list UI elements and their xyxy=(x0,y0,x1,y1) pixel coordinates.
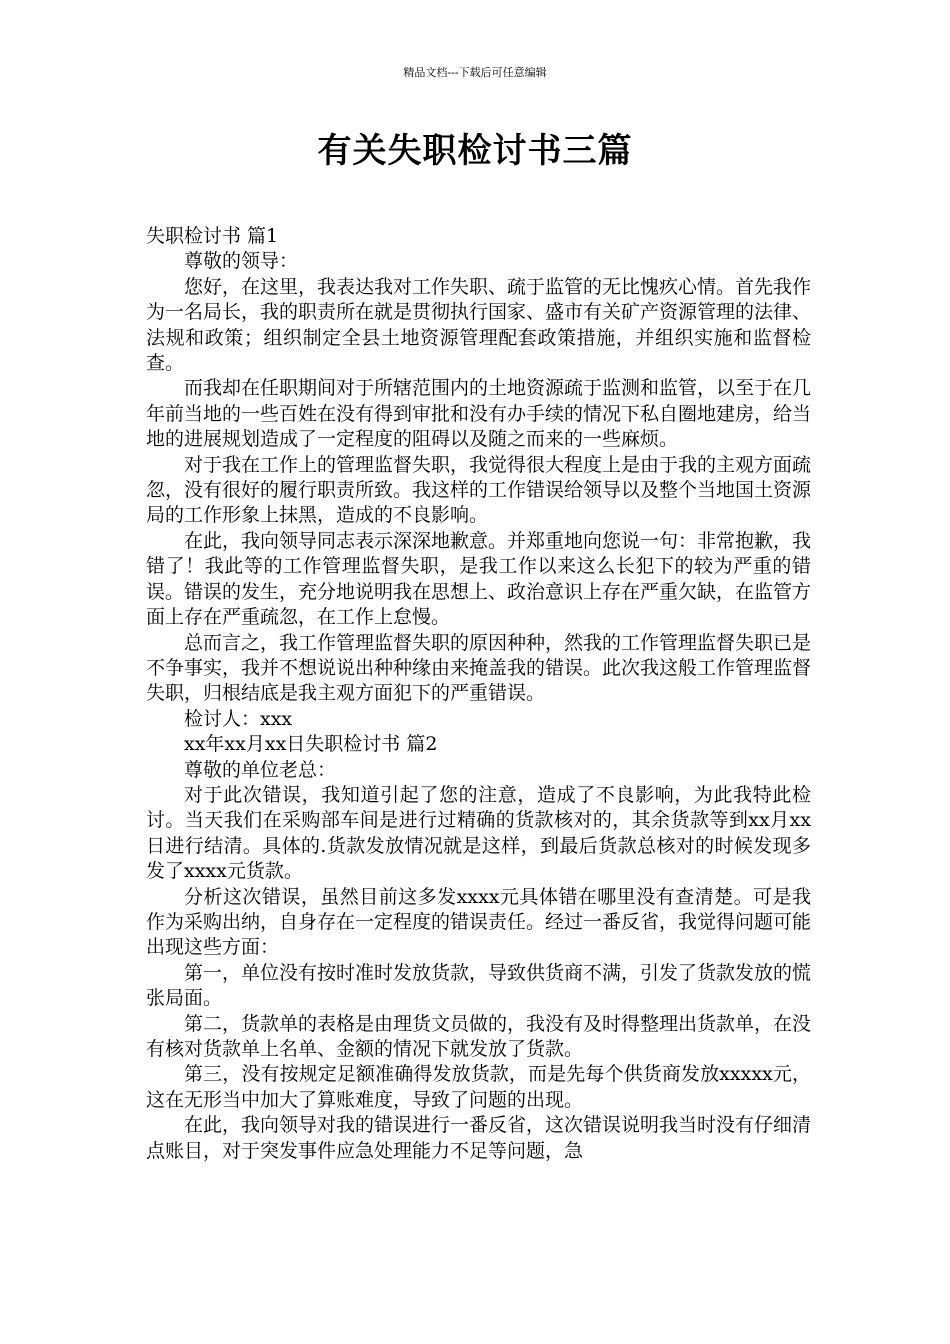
paragraph: 检讨人：xxx xyxy=(184,707,293,730)
paragraph: 尊敬的单位老总： xyxy=(184,758,337,781)
paragraph: 第一，单位没有按时准时发放货款，导致供货商不满，引发了货款发放的慌张局面。 xyxy=(146,961,812,1010)
paragraph: 尊敬的领导： xyxy=(184,250,299,273)
document-body xyxy=(146,224,811,1164)
paragraph: 您好，在这里，我表达我对工作失职、疏于监管的无比愧疚心情。首先我作为一名局长，我的职责所在就是贯彻执行国家、盛市有关矿产资源管理的法律、法规和政策；组织制定全县土地资源管理配套政策措施，并组织实施和监督检查。 xyxy=(146,275,812,375)
paragraph: 对于此次错误，我知道引起了您的注意，造成了不良影响，为此我特此检讨。当天我们在采购部车间是进行过精确的货款核对的，其余货款等到xx月xx日进行结清。具体的.货款发放情况就是这样，到最后货款总核对的时候发现多发了xxxx元货款。 xyxy=(146,783,811,883)
paragraph: 失职检讨书 篇1 xyxy=(146,225,279,247)
page-header: 精品文档---下载后可任意编辑 xyxy=(403,66,547,79)
paragraph: xx年xx月xx日失职检讨书 篇2 xyxy=(184,733,438,756)
paragraph: 分析这次错误，虽然目前这多发xxxx元具体错在哪里没有查清楚。可是我作为采购出纳，自身存在一定程度的错误责任。经过一番反省，我觉得问题可能出现这些方面： xyxy=(146,885,812,959)
paragraph: 第二，货款单的表格是由理货文员做的，我没有及时得整理出货款单，在没有核对货款单上名单、金额的情况下就发放了货款。 xyxy=(146,1012,812,1060)
paragraph: 总而言之，我工作管理监督失职的原因种种，然我的工作管理监督失职已是不争事实，我并不想说说出种种缘由来掩盖我的错误。此次我这般工作管理监督失职，归根结底是我主观方面犯下的严重错误。 xyxy=(146,631,812,705)
paragraph: 第三，没有按规定足额准确得发放货款，而是先每个供货商发放xxxxx元，这在无形当中加大了算账难度，导致了问题的出现。 xyxy=(146,1063,811,1111)
document-title: 有关失职检讨书三篇 xyxy=(317,131,633,171)
paragraph: 对于我在工作上的管理监督失职，我觉得很大程度上是由于我的主观方面疏忽，没有很好的履行职责所致。我这样的工作错误给领导以及整个当地国土资源局的工作形象上抹黑，造成的不良影响。 xyxy=(146,453,812,527)
paragraph: 而我却在任职期间对于所辖范围内的土地资源疏于监测和监管，以至于在几年前当地的一些百姓在没有得到审批和没有办手续的情况下私自圈地建房，给当地的进展规划造成了一定程度的阻碍以及随之而来的一些麻烦。 xyxy=(146,377,812,451)
paragraph: 在此，我向领导同志表示深深地歉意。并郑重地向您说一句：非常抱歉，我错了！我此等的工作管理监督失职，是我工作以来这么长犯下的较为严重的错误。错误的发生，充分地说明我在思想上、政治意识上存在严重欠缺，在监管方面上存在严重疏忽，在工作上怠慢。 xyxy=(146,529,812,629)
paragraph: 在此，我向领导对我的错误进行一番反省，这次错误说明我当时没有仔细清点账目，对于突发事件应急处理能力不足等问题，急 xyxy=(146,1114,812,1162)
